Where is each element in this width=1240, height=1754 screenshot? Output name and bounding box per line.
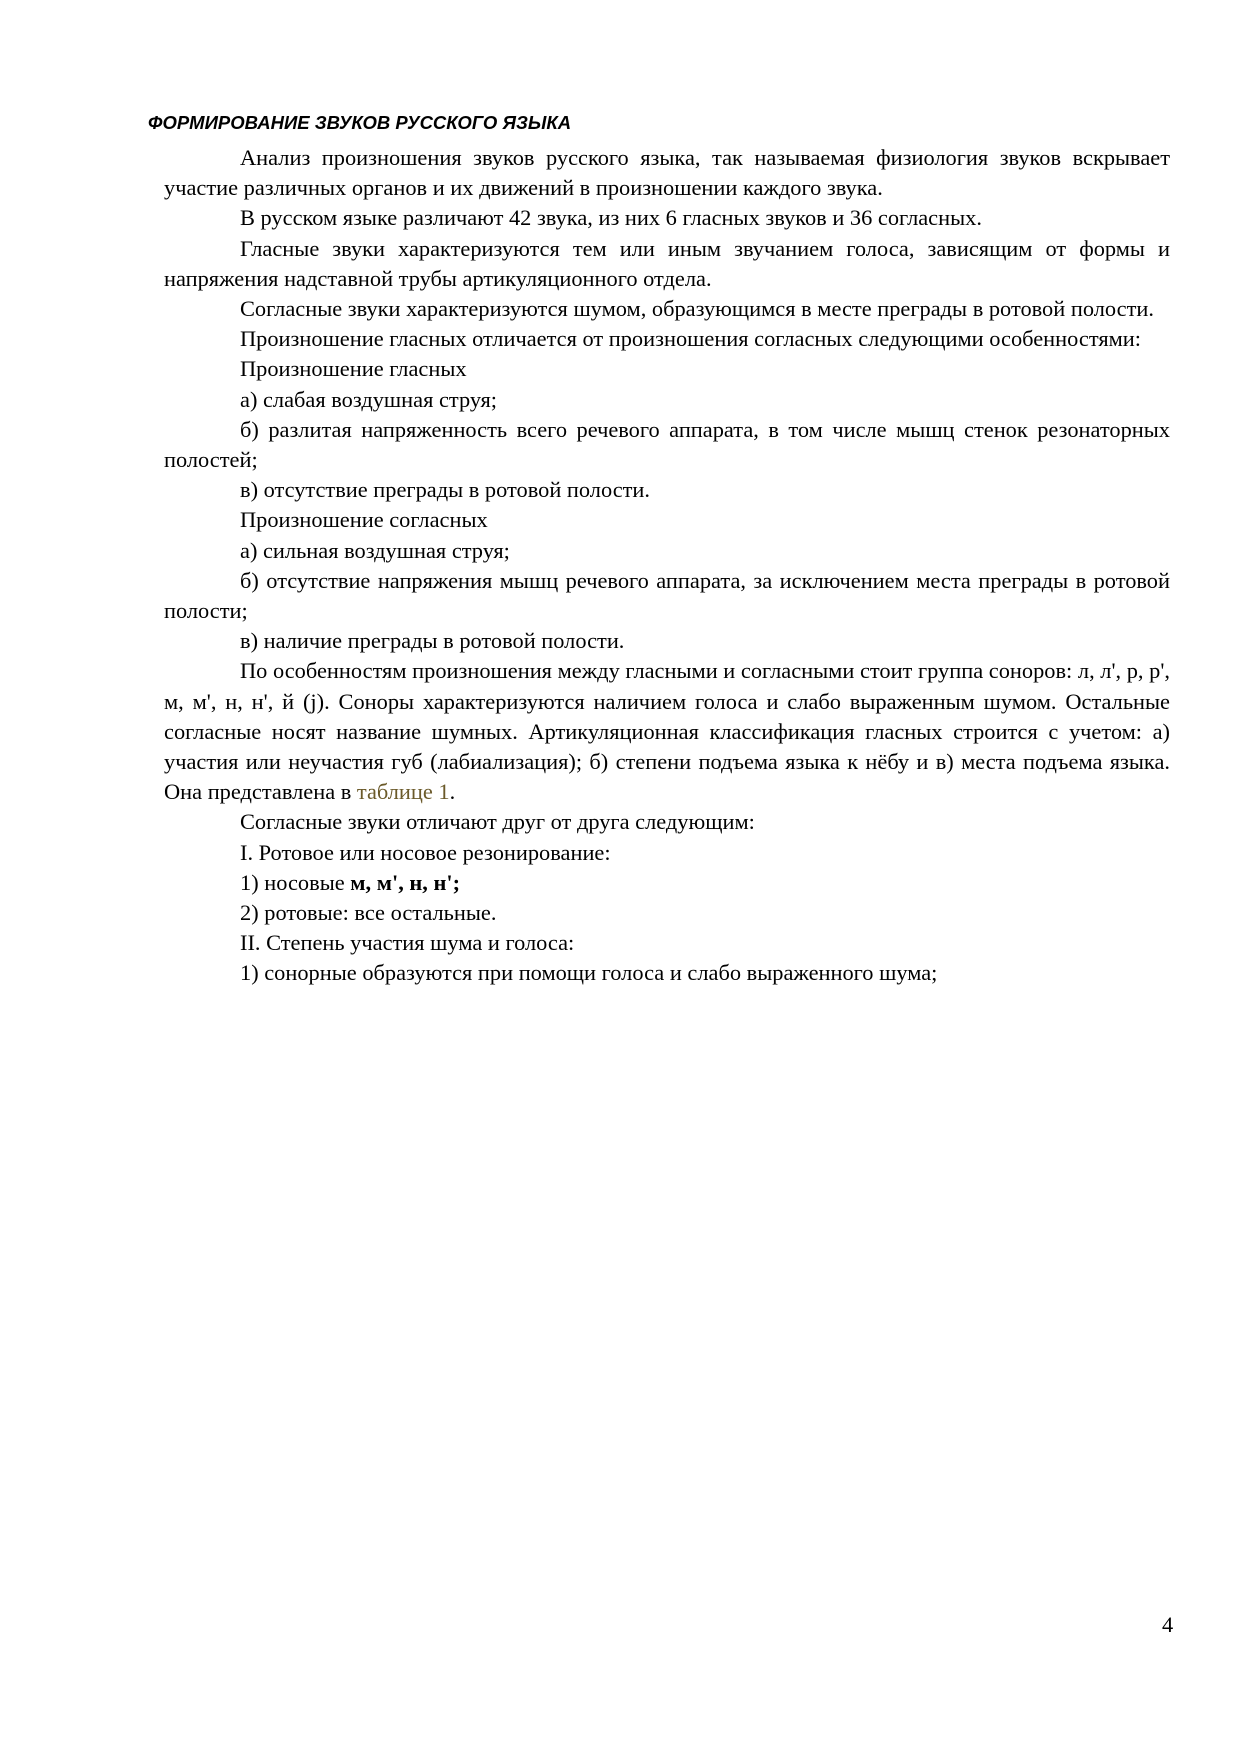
paragraph: Анализ произношения звуков русского языка, так называемая физиология звуков вскрывает участие различных органов и их движений в произношении каждого звука. bbox=[164, 145, 1170, 201]
paragraph: Произношение гласных отличается от произношения согласных следующими особенностями: bbox=[240, 326, 1142, 352]
paragraph-text: По особенностям произношения между гласными и согласными стоит группа соноров: л, л', р, р', м, м', н, н', й (j). Соноры характеризуются наличием голоса и слабо выраженным шумом. Остальные согласные носят название шумных. Артикуляционная классификация гласных строится с учетом: а) участия или неучастия губ (лабиализация); б) степени подъема языка к нёбу и в) места подъема языка. Она представлена в bbox=[164, 658, 1170, 805]
list-item: 1) сонорные образуются при помощи голоса и слабо выраженного шума; bbox=[240, 960, 938, 986]
list-item: I. Ротовое или носовое резонирование: bbox=[240, 839, 611, 865]
paragraph: Произношение гласных bbox=[240, 356, 467, 382]
list-item-bold: м, м', н, н'; bbox=[350, 869, 461, 895]
list-item: б) разлитая напряженность всего речевого аппарата, в том числе мышц стенок резонаторных полостей; bbox=[164, 416, 1170, 473]
list-item: в) наличие преграды в ротовой полости. bbox=[240, 628, 625, 654]
list-item: б) отсутствие напряжения мышц речевого аппарата, за исключением места преграды в ротовой полости; bbox=[164, 567, 1170, 624]
section-heading: ФОРМИРОВАНИЕ ЗВУКОВ РУССКОГО ЯЗЫКА bbox=[148, 112, 572, 133]
page-number: 4 bbox=[1162, 1612, 1174, 1637]
paragraph: Согласные звуки характеризуются шумом, образующимся в месте преграды в ротовой полости. bbox=[240, 296, 1154, 322]
list-item: а) сильная воздушная струя; bbox=[240, 537, 510, 563]
paragraph: В русском языке различают 42 звука, из них 6 гласных звуков и 36 согласных. bbox=[240, 205, 982, 231]
body-text bbox=[164, 143, 1170, 989]
paragraph-end: . bbox=[449, 779, 456, 805]
list-item bbox=[164, 868, 1170, 898]
table-link[interactable]: таблице 1 bbox=[356, 779, 450, 805]
paragraph bbox=[164, 656, 1170, 807]
paragraph: Произношение согласных bbox=[240, 507, 488, 533]
paragraph: Гласные звуки характеризуются тем или иным звучанием голоса, зависящим от формы и напряжения надставной трубы артикуляционного отдела. bbox=[164, 235, 1170, 291]
list-item: 2) ротовые: все остальные. bbox=[240, 900, 497, 926]
list-item: а) слабая воздушная струя; bbox=[240, 386, 498, 412]
list-item: в) отсутствие преграды в ротовой полости. bbox=[240, 477, 651, 503]
list-item-prefix: 1) носовые bbox=[240, 869, 351, 895]
paragraph: Согласные звуки отличают друг от друга следующим: bbox=[240, 809, 755, 835]
list-item: II. Степень участия шума и голоса: bbox=[240, 930, 575, 956]
